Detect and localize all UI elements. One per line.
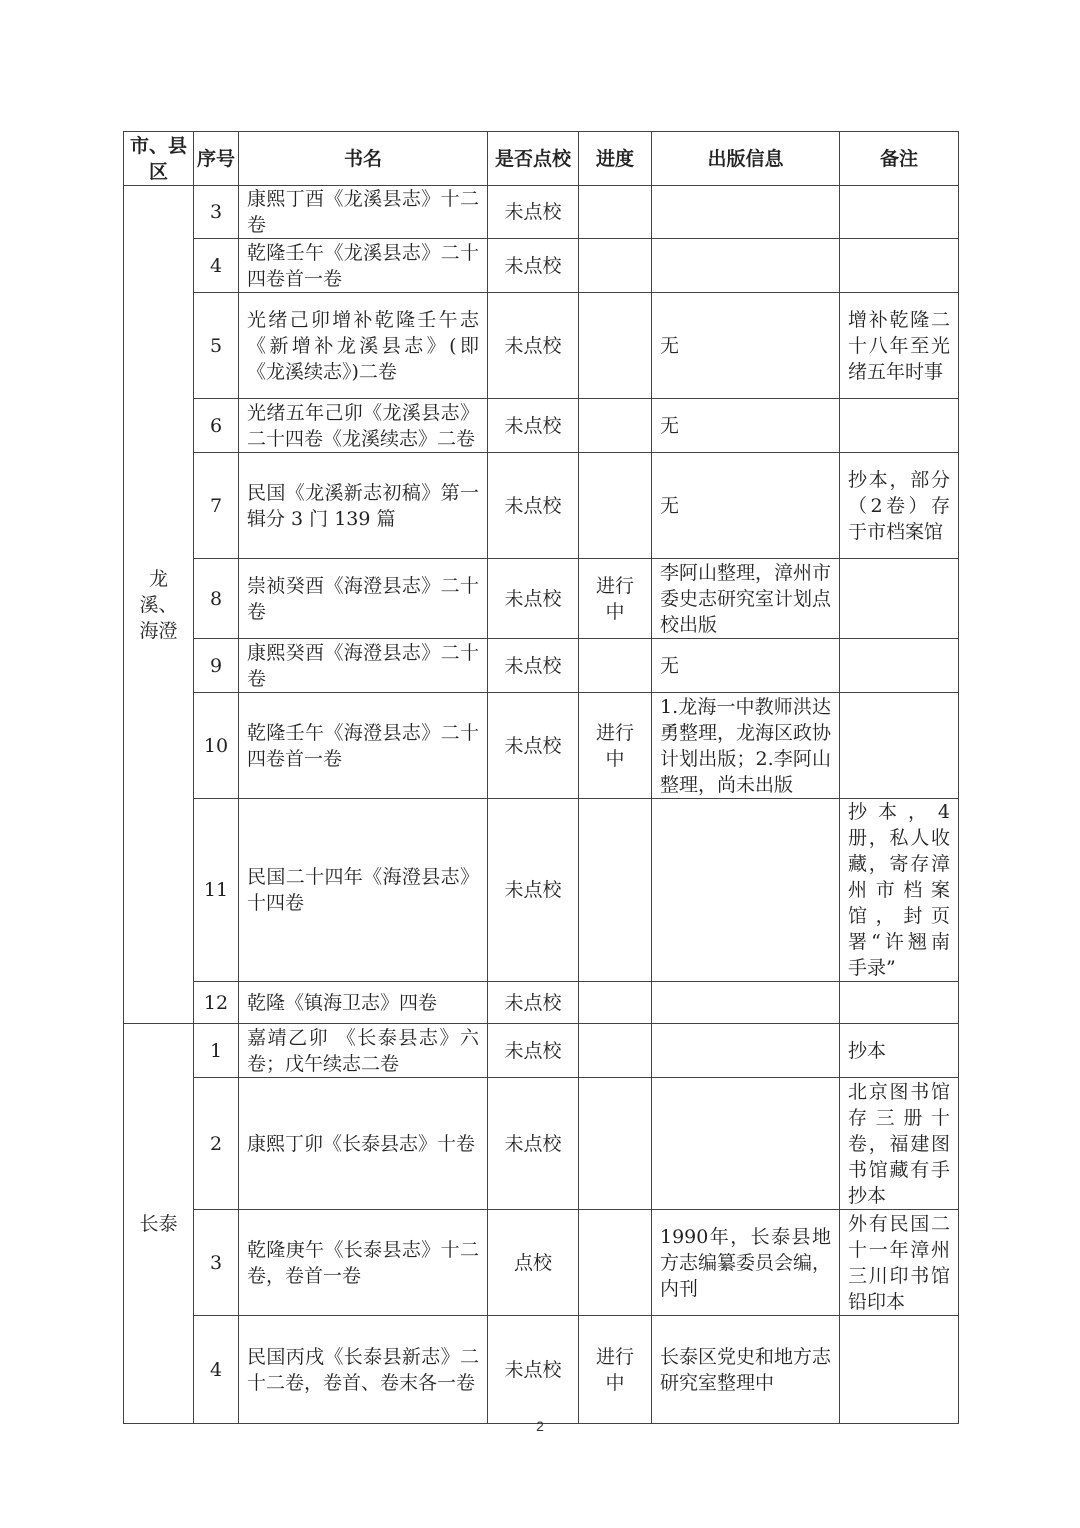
title-cell: 康熙丁酉《龙溪县志》十二卷: [239, 186, 488, 239]
table-row: [124, 693, 959, 799]
proofread-cell: 未点校: [488, 982, 579, 1024]
num-cell: 4: [194, 239, 239, 293]
notes-cell: 北京图书馆存三册十卷，福建图书馆藏有手抄本: [840, 1078, 959, 1210]
publish-cell: 李阿山整理，漳州市委史志研究室计划点校出版: [652, 559, 840, 639]
progress-cell: [579, 1210, 652, 1316]
num-cell: 6: [194, 399, 239, 453]
notes-cell: [840, 693, 959, 799]
table-row: [124, 453, 959, 559]
notes-cell: [840, 982, 959, 1024]
num-cell: 5: [194, 293, 239, 399]
header-region: 市、县区: [124, 132, 194, 186]
county-gazetteer-table: [123, 131, 959, 1424]
proofread-cell: 未点校: [488, 239, 579, 293]
num-cell: 8: [194, 559, 239, 639]
publish-cell: [652, 982, 840, 1024]
table-row: [124, 559, 959, 639]
notes-cell: 抄本，部分（2卷）存于市档案馆: [840, 453, 959, 559]
num-cell: 4: [194, 1316, 239, 1424]
progress-cell: [579, 799, 652, 982]
publish-cell: [652, 239, 840, 293]
proofread-cell: 未点校: [488, 1078, 579, 1210]
title-cell: 崇祯癸酉《海澄县志》二十卷: [239, 559, 488, 639]
notes-cell: [840, 559, 959, 639]
proofread-cell: 未点校: [488, 639, 579, 693]
publish-cell: [652, 1024, 840, 1078]
title-cell: 康熙癸酉《海澄县志》二十卷: [239, 639, 488, 693]
title-cell: 民国《龙溪新志初稿》第一辑分 3 门 139 篇: [239, 453, 488, 559]
proofread-cell: 未点校: [488, 559, 579, 639]
notes-cell: [840, 399, 959, 453]
title-cell: 光绪五年己卯《龙溪县志》二十四卷《龙溪续志》二卷: [239, 399, 488, 453]
notes-cell: 增补乾隆二十八年至光绪五年时事: [840, 293, 959, 399]
proofread-cell: 未点校: [488, 186, 579, 239]
notes-cell: [840, 186, 959, 239]
publish-cell: [652, 1078, 840, 1210]
proofread-cell: 未点校: [488, 693, 579, 799]
table-row: [124, 1078, 959, 1210]
publish-cell: 无: [652, 453, 840, 559]
table-row: [124, 1316, 959, 1424]
num-cell: 1: [194, 1024, 239, 1078]
publish-cell: 长泰区党史和地方志研究室整理中: [652, 1316, 840, 1424]
publish-cell: [652, 186, 840, 239]
table-row: [124, 1024, 959, 1078]
title-cell: 嘉靖乙卯 《长泰县志》六卷；戊午续志二卷: [239, 1024, 488, 1078]
table-row: [124, 239, 959, 293]
proofread-cell: 未点校: [488, 293, 579, 399]
header-proofread: 是否点校: [488, 132, 579, 186]
publish-cell: 无: [652, 639, 840, 693]
title-cell: 乾隆《镇海卫志》四卷: [239, 982, 488, 1024]
num-cell: 2: [194, 1078, 239, 1210]
table-row: [124, 399, 959, 453]
progress-cell: [579, 239, 652, 293]
num-cell: 3: [194, 1210, 239, 1316]
progress-cell: 进行中: [579, 559, 652, 639]
notes-cell: [840, 239, 959, 293]
table-row: [124, 982, 959, 1024]
page-number: 2: [536, 1418, 544, 1434]
num-cell: 12: [194, 982, 239, 1024]
header-num: 序号: [194, 132, 239, 186]
progress-cell: 进行中: [579, 693, 652, 799]
progress-cell: [579, 186, 652, 239]
progress-cell: [579, 399, 652, 453]
progress-cell: 进行中: [579, 1316, 652, 1424]
header-row: [124, 132, 959, 186]
notes-cell: [840, 1316, 959, 1424]
title-cell: 康熙丁卯《长泰县志》十卷: [239, 1078, 488, 1210]
notes-cell: [840, 639, 959, 693]
notes-cell: 抄本，4册，私人收藏，寄存漳州市档案馆，封页署“许翘南手录”: [840, 799, 959, 982]
progress-cell: [579, 982, 652, 1024]
proofread-cell: 未点校: [488, 1316, 579, 1424]
num-cell: 9: [194, 639, 239, 693]
header-publish: 出版信息: [652, 132, 840, 186]
proofread-cell: 未点校: [488, 453, 579, 559]
header-notes: 备注: [840, 132, 959, 186]
num-cell: 7: [194, 453, 239, 559]
table-row: [124, 186, 959, 239]
header-progress: 进度: [579, 132, 652, 186]
header-title: 书名: [239, 132, 488, 186]
table-row: [124, 293, 959, 399]
num-cell: 3: [194, 186, 239, 239]
publish-cell: 1990年，长泰县地方志编纂委员会编，内刊: [652, 1210, 840, 1316]
table-row: [124, 1210, 959, 1316]
progress-cell: [579, 453, 652, 559]
proofread-cell: 未点校: [488, 799, 579, 982]
title-cell: 民国丙戌《长泰县新志》二十二卷，卷首、卷末各一卷: [239, 1316, 488, 1424]
notes-cell: 抄本: [840, 1024, 959, 1078]
notes-cell: 外有民国二十一年漳州三川印书馆铅印本: [840, 1210, 959, 1316]
publish-cell: 无: [652, 293, 840, 399]
publish-cell: [652, 799, 840, 982]
title-cell: 乾隆壬午《海澄县志》二十四卷首一卷: [239, 693, 488, 799]
title-cell: 光绪己卯增补乾隆壬午志《新增补龙溪县志》(即《龙溪续志》)二卷: [239, 293, 488, 399]
region-cell: 龙溪、海澄: [124, 186, 194, 1024]
publish-cell: 1.龙海一中教师洪达勇整理，龙海区政协计划出版；2.李阿山整理，尚未出版: [652, 693, 840, 799]
proofread-cell: 未点校: [488, 1024, 579, 1078]
progress-cell: [579, 1078, 652, 1210]
progress-cell: [579, 1024, 652, 1078]
num-cell: 10: [194, 693, 239, 799]
progress-cell: [579, 293, 652, 399]
publish-cell: 无: [652, 399, 840, 453]
title-cell: 乾隆庚午《长泰县志》十二卷，卷首一卷: [239, 1210, 488, 1316]
table-row: [124, 639, 959, 693]
progress-cell: [579, 639, 652, 693]
table-row: [124, 799, 959, 982]
title-cell: 民国二十四年《海澄县志》十四卷: [239, 799, 488, 982]
num-cell: 11: [194, 799, 239, 982]
proofread-cell: 点校: [488, 1210, 579, 1316]
title-cell: 乾隆壬午《龙溪县志》二十四卷首一卷: [239, 239, 488, 293]
region-cell: 长泰: [124, 1024, 194, 1424]
proofread-cell: 未点校: [488, 399, 579, 453]
